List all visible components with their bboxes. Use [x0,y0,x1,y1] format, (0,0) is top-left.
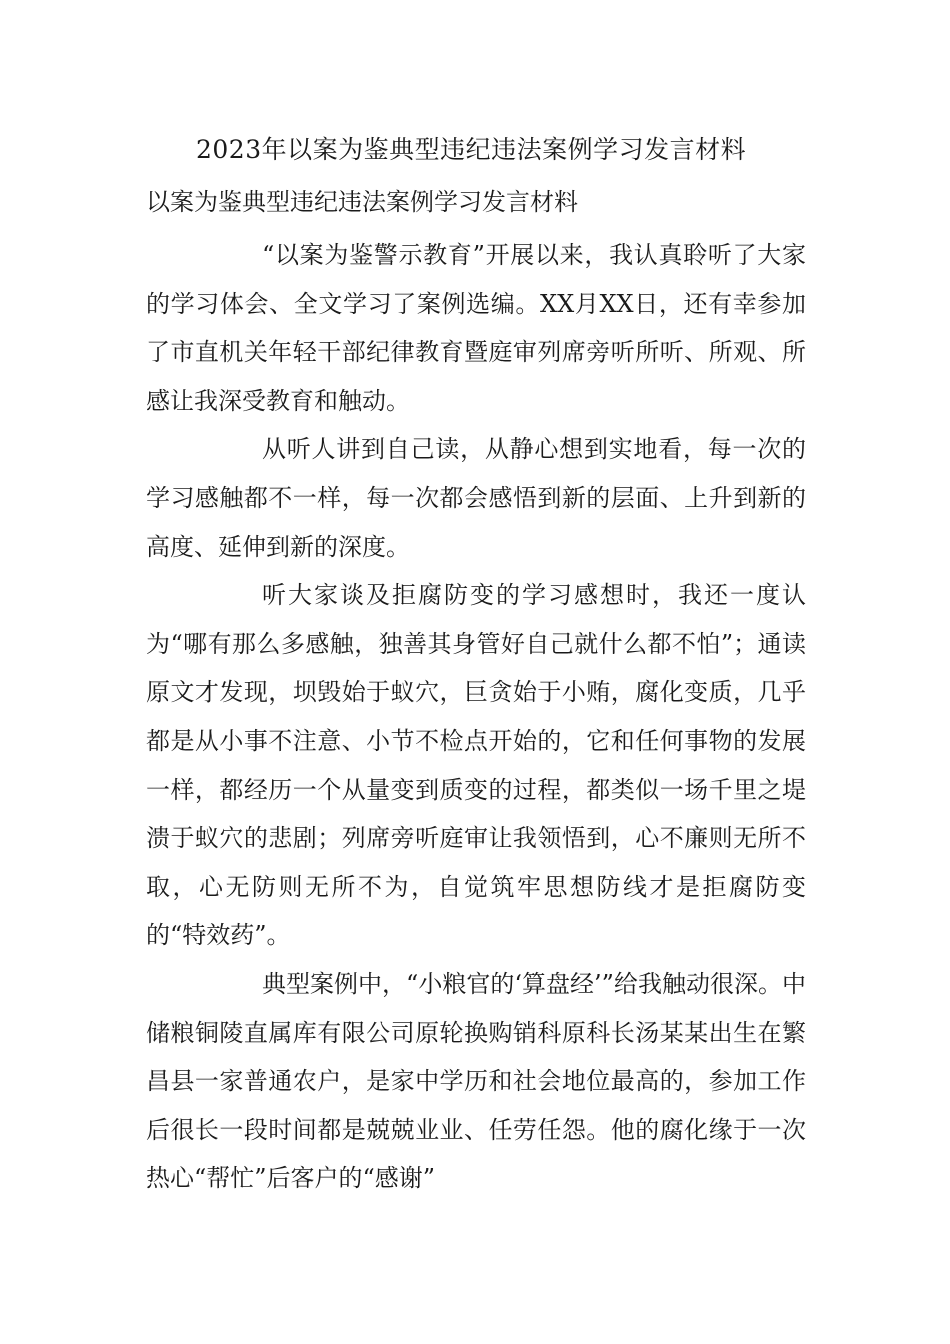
document-subtitle: 以案为鉴典型违纪违法案例学习发言材料 [146,188,578,216]
paragraph: “以案为鉴警示教育”开展以来，我认真聆听了大家的学习体会、全文学习了案例选编。XX月XX日，还有幸参加了市直机关年轻干部纪律教育暨庭审列席旁听所听、所观、所感让我深受教育和触动。 [146,241,806,415]
paragraph: 典型案例中，“小粮官的‘算盘经’”给我触动很深。中储粮铜陵直属库有限公司原轮换购销科原科长汤某某出生在繁昌县一家普通农户，是家中学历和社会地位最高的，参加工作后很长一段时间都是兢兢业业、任劳任怨。他的腐化缘于一次热心“帮忙”后客户的“感谢” [146,969,806,1193]
document-body [146,231,806,1203]
paragraph: 从听人讲到自己读，从静心想到实地看，每一次的学习感触都不一样，每一次都会感悟到新的层面、上升到新的高度、延伸到新的深度。 [146,435,806,561]
paragraph: 听大家谈及拒腐防变的学习感想时，我还一度认为“哪有那么多感触，独善其身管好自己就什么都不怕”；通读原文才发现，坝毁始于蚁穴，巨贪始于小贿，腐化变质，几乎都是从小事不注意、小节不检点开始的，它和任何事物的发展一样，都经历一个从量变到质变的过程，都类似一场千里之堤溃于蚁穴的悲剧；列席旁听庭审让我领悟到，心不廉则无所不取，心无防则无所不为，自觉筑牢思想防线才是拒腐防变的“特效药”。 [146,581,806,950]
document-title: 2023年以案为鉴典型违纪违法案例学习发言材料 [196,135,747,164]
